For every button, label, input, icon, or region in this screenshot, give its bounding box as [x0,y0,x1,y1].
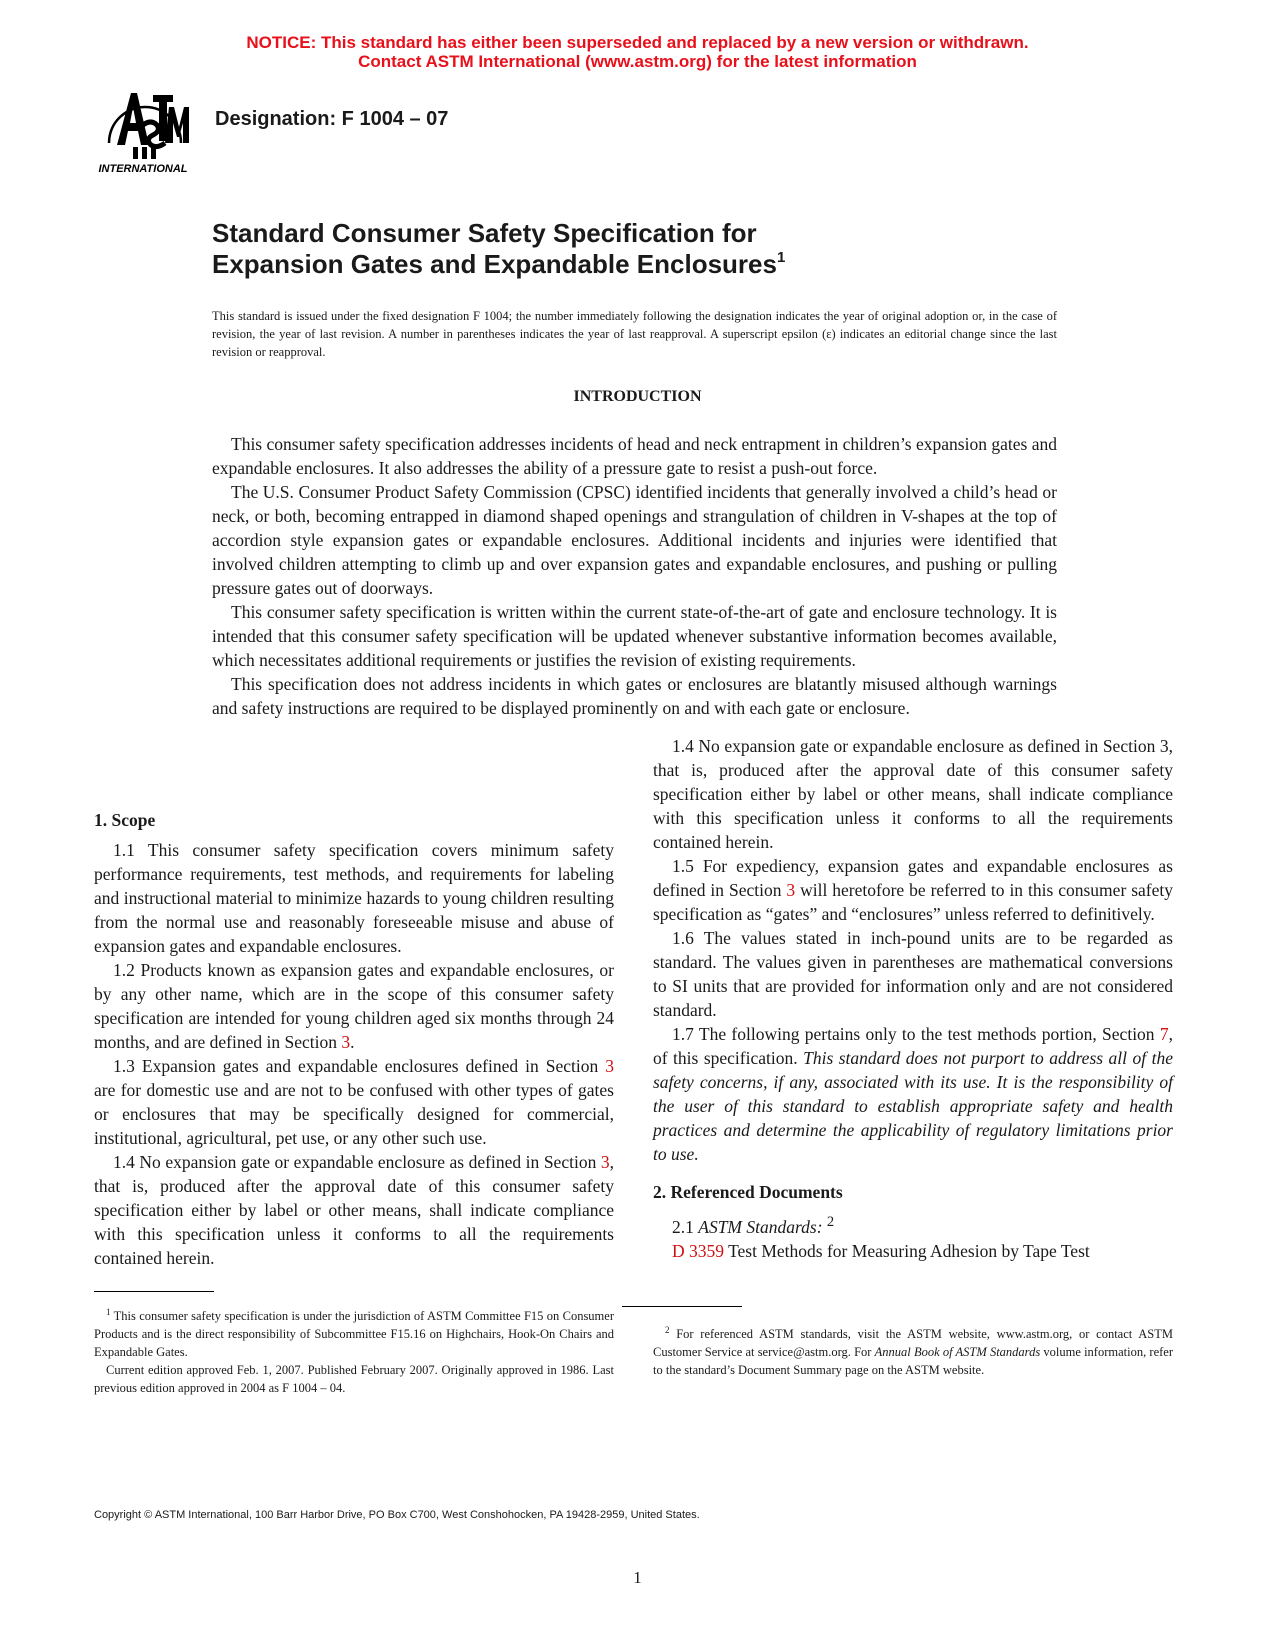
intro-paragraph: This consumer safety specification is written within the current state-of-the-art of gate and enclosure technology. It is intended that this consumer safety specification will be updated whenever substantive information becomes available, which necessitates additional requirements or justifies the revision of existing requirements. [212,602,1057,670]
astm-logo [95,85,195,185]
issued-note: This standard is issued under the fixed designation F 1004; the number immediately following the designation indicates the year of original adoption or, in the case of revision, the year of last revision. A number in parentheses indicates the year of last reapproval. A superscript epsilon (ε) indicates an editorial change since the last revision or reapproval. [212,309,1057,359]
section-1-2: 1.2 Products known as expansion gates and expandable enclosures, or by any other name, which are in the scope of this consumer safety specification are intended for young children aged six months through 24 months, and are defined in Section 3. [94,960,614,1052]
section-3-link[interactable]: 3 [786,880,796,900]
footnote-1: $^1$ This consumer safety specification is under the jurisdiction of ASTM Committee F15 on Consumer Products and is the direct responsibility of Subcommittee F15.16 on Highchairs, Hook-On Chairs and Expandable Gates. Current edition approved Feb. 1, 2007. Published February 2007. Originally approved in 1986. Last previous edition approved in 2004 as F 1004 – 04. [94,1307,614,1396]
left-column [94,808,614,1268]
section-1-4: 1.4 No expansion gate or expandable enclosure as defined in Section 3, that is, produced after the approval date of this consumer safety specification either by label or other means, shall indicate compliance with this specification unless it conforms to all the requirements contained herein. [94,1152,614,1268]
title-footnote-mark: 1 [776,249,786,266]
section-1-6: 1.6 The values stated in inch-pound units are to be regarded as standard. The values given in parentheses are mathematical conversions to SI units that are provided for information only and are not considered standard. [653,928,1173,1020]
copyright: Copyright © ASTM International, 100 Barr Harbor Drive, PO Box C700, West Conshohocken, PA 19428-2959, United States. [94,1509,700,1521]
title-line-2: Expansion Gates and Expandable Enclosures$^1$ [212,249,786,279]
section-1-7: 1.7 The following pertains only to the test methods portion, Section 7, of this specification. This standard does not purport to address all of the safety concerns, if any, associated with its use. It is the responsibility of the user of this standard to establish appropriate safety and health practices and determine the applicability of regulatory limitations prior to use. [653,1024,1173,1164]
section-1-4-continued: 1.4 No expansion gate or expandable enclosure as defined in Section 3, that is, produced after the approval date of this consumer safety specification either by label or other means, shall indicate compliance with this specification unless it conforms to all the requirements contained herein. [653,736,1173,852]
designation: Designation: F 1004 – 07 [215,108,449,130]
section-3-link[interactable]: 3 [341,1032,351,1052]
d3359-link[interactable]: D 3359 [672,1240,725,1261]
right-column [653,736,1173,1263]
introduction-heading: INTRODUCTION [573,388,702,405]
section-7-link[interactable]: 7 [1159,1024,1169,1044]
notice-line-1: NOTICE: This standard has either been superseded and replaced by a new version or withdrawn. [246,33,1029,52]
footnote-rule [622,1306,742,1307]
notice-line-2: Contact ASTM International (www.astm.org) for the latest information [358,52,917,71]
logo-text: INTERNATIONAL [98,163,188,175]
section-3-link[interactable]: 3 [600,1152,610,1172]
referenced-documents-heading: 2. Referenced Documents [653,1182,843,1202]
section-2-1: 2.1 ASTM Standards: $^2$ [672,1214,835,1237]
introduction-body [212,432,1057,720]
footnote-2: $^2$ For referenced ASTM standards, visit the ASTM website, www.astm.org, or contact ASTM Customer Service at service@astm.org. For Annual Book of ASTM Standards volume information, refer to the standard’s Document Summary page on the ASTM website. [653,1325,1173,1378]
page-number: 1 [633,1568,642,1587]
title-line-1: Standard Consumer Safety Specification for [212,218,757,248]
intro-paragraph: The U.S. Consumer Product Safety Commission (CPSC) identified incidents that generally involved a child’s head or neck, or both, becoming entrapped in diamond shaped openings and strangulation of children in V-shapes at the top of accordion style expansion gates or expandable enclosures. Additional incidents and injuries were identified that involved children attempting to climb up and over expansion gates and expandable enclosures, and pushing or pulling pressure gates out of doorways. [212,482,1057,598]
section-1-1: 1.1 This consumer safety specification covers minimum safety performance requirements, test methods, and requirements for labeling and instructional material to minimize hazards to young children resulting from the normal use and reasonably foreseeable misuse and abuse of expansion gates and expandable enclosures. [94,840,614,956]
section-1-3: 1.3 Expansion gates and expandable enclosures defined in Section 3 are for domestic use and are not to be confused with other types of gates or enclosures that may be specifically designed for commercial, institutional, agricultural, pet use, or any other such use. [94,1056,614,1148]
footnote-rule [94,1291,214,1292]
reference-d3359: D 3359 Test Methods for Measuring Adhesion by Tape Test [672,1240,1090,1261]
section-3-link[interactable]: 3 [605,1056,614,1076]
withdrawal-notice [0,33,1275,71]
scope-heading: 1. Scope [94,810,156,830]
intro-paragraph: This consumer safety specification addresses incidents of head and neck entrapment in children’s expansion gates and expandable enclosures. It also addresses the ability of a pressure gate to resist a push-out force. [212,434,1057,478]
intro-paragraph: This specification does not address incidents in which gates or enclosures are blatantly misused although warnings and safety instructions are required to be displayed prominently on and with each gate or enclosure. [212,674,1057,718]
document-title [212,218,785,280]
section-1-5: 1.5 For expediency, expansion gates and expandable enclosures as defined in Section 3 will heretofore be referred to in this consumer safety specification as “gates” and “enclosures” unless referred to definitively. [653,856,1173,924]
